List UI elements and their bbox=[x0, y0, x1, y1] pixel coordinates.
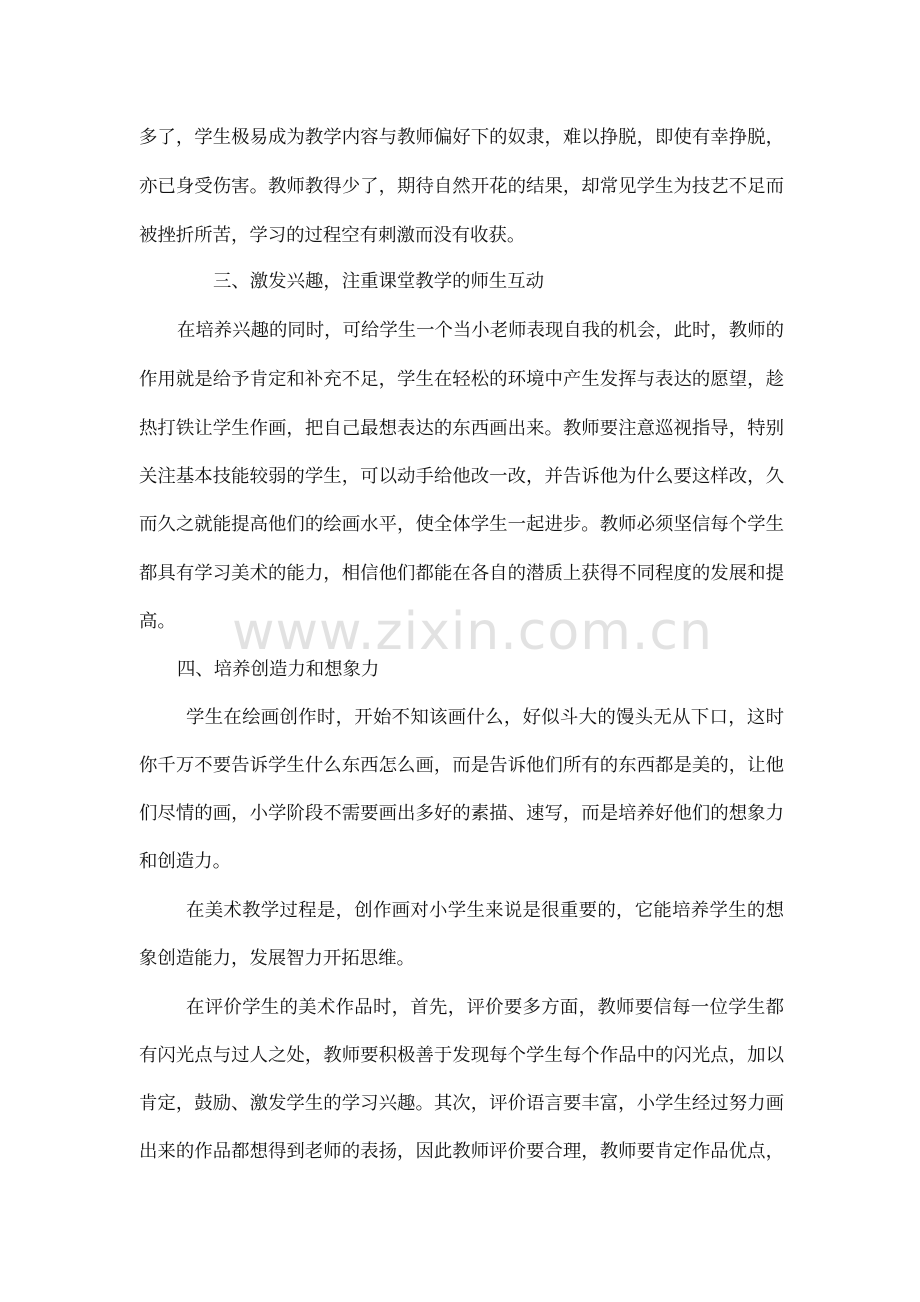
paragraph-line: 们尽情的画，小学阶段不需要画出多好的素描、速写，而是培养好他们的想象力 bbox=[139, 803, 784, 824]
paragraph-line: 热打铁让学生作画，把自己最想表达的东西画出来。教师要注意巡视指导，特别 bbox=[139, 418, 784, 439]
paragraph-line: 肯定，鼓励、激发学生的学习兴趣。其次，评价语言要丰富，小学生经过努力画 bbox=[139, 1093, 784, 1114]
paragraph-line: 在美术教学过程是，创作画对小学生来说是很重要的，它能培养学生的想 bbox=[186, 900, 784, 921]
paragraph-line: 作用就是给予肯定和补充不足，学生在轻松的环境中产生发挥与表达的愿望，趁 bbox=[139, 369, 784, 390]
paragraph-line: 亦已身受伤害。教师教得少了，期待自然开花的结果，却常见学生为技艺不足而 bbox=[139, 176, 784, 197]
paragraph-line: 和创造力。 bbox=[139, 851, 231, 872]
section-heading-4: 四、培养创造力和想象力 bbox=[177, 659, 380, 680]
paragraph-line: 高。 bbox=[139, 611, 176, 632]
section-heading-3: 三、激发兴趣，注重课堂教学的师生互动 bbox=[213, 271, 545, 292]
watermark: www.zixin.com.cn bbox=[232, 602, 713, 662]
paragraph-line: 出来的作品都想得到老师的表扬，因此教师评价要合理，教师要肯定作品优点， bbox=[139, 1141, 784, 1162]
paragraph-line: 你千万不要告诉学生什么东西怎么画，而是告诉他们所有的东西都是美的，让他 bbox=[139, 755, 784, 776]
paragraph-line: 学生在绘画创作时，开始不知该画什么，好似斗大的馒头无从下口，这时 bbox=[186, 707, 784, 728]
paragraph-line: 都具有学习美术的能力，相信他们都能在各自的潜质上获得不同程度的发展和提 bbox=[139, 563, 784, 584]
paragraph-line: 多了，学生极易成为教学内容与教师偏好下的奴隶，难以挣脱，即使有幸挣脱， bbox=[139, 127, 784, 148]
paragraph-line: 在培养兴趣的同时，可给学生一个当小老师表现自我的机会，此时，教师的 bbox=[177, 320, 784, 341]
paragraph-line: 被挫折所苦，学习的过程空有刺激而没有收获。 bbox=[139, 225, 526, 246]
paragraph-line: 而久之就能提高他们的绘画水平，使全体学生一起进步。教师必须坚信每个学生 bbox=[139, 514, 784, 535]
paragraph-line: 关注基本技能较弱的学生，可以动手给他改一改，并告诉他为什么要这样改，久 bbox=[139, 466, 784, 487]
paragraph-line: 有闪光点与过人之处，教师要积极善于发现每个学生每个作品中的闪光点，加以 bbox=[139, 1045, 784, 1066]
paragraph-line: 象创造能力，发展智力开拓思维。 bbox=[139, 948, 415, 969]
paragraph-line: 在评价学生的美术作品时，首先，评价要多方面，教师要信每一位学生都 bbox=[186, 997, 784, 1018]
